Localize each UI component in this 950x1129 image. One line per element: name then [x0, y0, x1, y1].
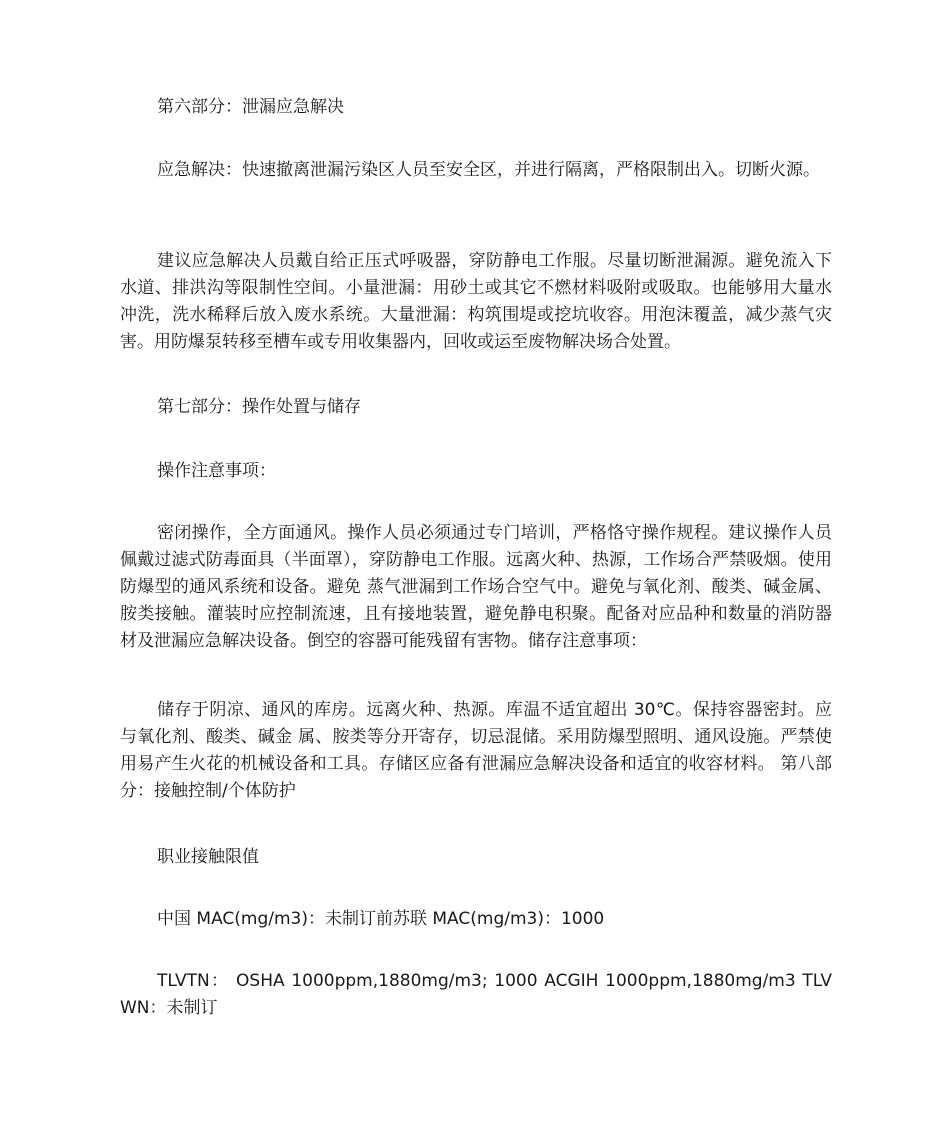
china-mac-line: 中国 MAC(mg/m3)：未制订前苏联 MAC(mg/m3)：1000	[157, 909, 605, 929]
storage-paragraph: 储存于阴凉、通风的库房。远离火种、热源。库温不适宜超出 30℃。保持容器密封。应与氧化剂、酸类、碱金 属、胺类等分开寄存，切忌混储。采用防爆型照明、通风设施。严禁使用易产生火花的机械设备和工具。存储区应备有泄漏应急解决设备和适宜的收容材料。 第八部分：接触控制/个体防护	[120, 700, 832, 801]
operation-paragraph: 密闭操作，全方面通风。操作人员必须通过专门培训，严格恪守操作规程。建议操作人员佩戴过滤式防毒面具（半面罩），穿防静电工作服。远离火种、热源，工作场合严禁吸烟。使用防爆型的通风系统和设备。避免 蒸气泄漏到工作场合空气中。避免与氧化剂、酸类、碱金属、胺类接触。灌装时应控制流速，且有接地装置，避免静电积聚。配备对应品种和数量的消防器材及泄漏应急解决设备。倒空的容器可能残留有害物。储存注意事项：	[120, 523, 832, 651]
exposure-limits-heading: 职业接触限值	[157, 847, 259, 867]
leak-handling-paragraph: 建议应急解决人员戴自给正压式呼吸器，穿防静电工作服。尽量切断泄漏源。避免流入下水道、排洪沟等限制性空间。小量泄漏：用砂土或其它不燃材料吸附或吸取。也能够用大量水冲洗，洗水稀释后放入废水系统。大量泄漏：构筑围堤或挖坑收容。用泡沫覆盖，减少蒸气灾害。用防爆泵转移至槽车或专用收集器内，回收或运至废物解决场合处置。	[120, 251, 832, 352]
section-7-heading: 第七部分：操作处置与储存	[157, 397, 361, 417]
tlv-paragraph: TLVTN： OSHA 1000ppm,1880mg/m3; 1000 ACGIH 1000ppm,1880mg/m3 TLVWN：未制订	[120, 971, 832, 1018]
emergency-response-paragraph: 应急解决：快速撤离泄漏污染区人员至安全区，并进行隔离，严格限制出入。切断火源。	[157, 160, 820, 180]
section-6-heading: 第六部分：泄漏应急解决	[157, 97, 344, 117]
operation-notes-heading: 操作注意事项：	[157, 461, 276, 481]
